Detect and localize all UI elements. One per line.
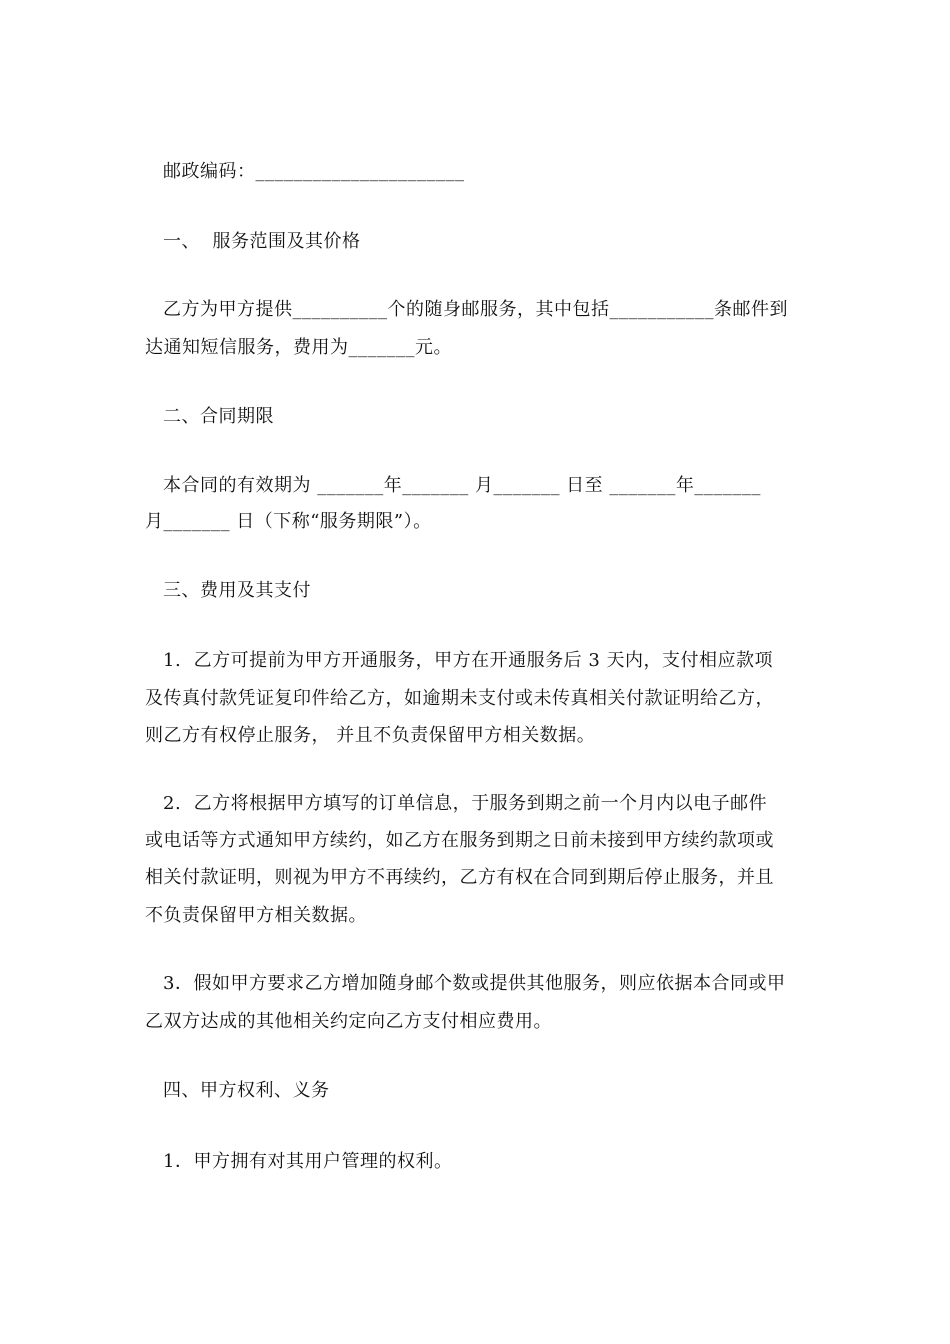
section3-item2-line: 相关付款证明，则视为甲方不再续约，乙方有权在合同到期后停止服务，并且 [145, 867, 774, 888]
section3-item3-line: 3．假如甲方要求乙方增加随身邮个数或提供其他服务，则应依据本合同或甲 [163, 973, 786, 994]
section3-item2-line: 或电话等方式通知甲方续约，如乙方在服务到期之日前未接到甲方续约款项或 [145, 830, 774, 851]
section3-item3-line: 乙双方达成的其他相关约定向乙方支付相应费用。 [145, 1011, 552, 1032]
section1-paragraph-line: 达通知短信服务，费用为_______元。 [145, 337, 452, 358]
section2-paragraph-line: 月_______ 日（下称“服务期限”）。 [145, 511, 432, 532]
section1-heading: 一、 服务范围及其价格 [163, 231, 361, 252]
section2-paragraph-line: 本合同的有效期为 _______年_______ 月_______ 日至 _______年_______ [163, 475, 761, 496]
postal-code-line: 邮政编码：______________________ [163, 161, 465, 182]
section3-item2-line: 2. 乙方将根据甲方填写的订单信息，于服务到期之前一个月内以电子邮件 [163, 793, 768, 814]
section3-item1-line: 及传真付款凭证复印件给乙方，如逾期未支付或未传真相关付款证明给乙方， [145, 688, 774, 709]
section3-item1-line: 1. 乙方可提前为甲方开通服务，甲方在开通服务后 3 天内，支付相应款项 [163, 650, 774, 671]
section3-item1-line: 则乙方有权停止服务， 并且不负责保留甲方相关数据。 [145, 725, 596, 746]
section3-item2-line: 不负责保留甲方相关数据。 [145, 905, 367, 926]
section2-heading: 二、合同期限 [163, 406, 274, 427]
section4-heading: 四、甲方权利、义务 [163, 1080, 330, 1101]
section1-paragraph-line: 乙方为甲方提供__________个的随身邮服务，其中包括___________条邮件到 [163, 299, 788, 320]
section4-item1-line: 1．甲方拥有对其用户管理的权利。 [163, 1151, 453, 1172]
section3-heading: 三、费用及其支付 [163, 580, 311, 601]
